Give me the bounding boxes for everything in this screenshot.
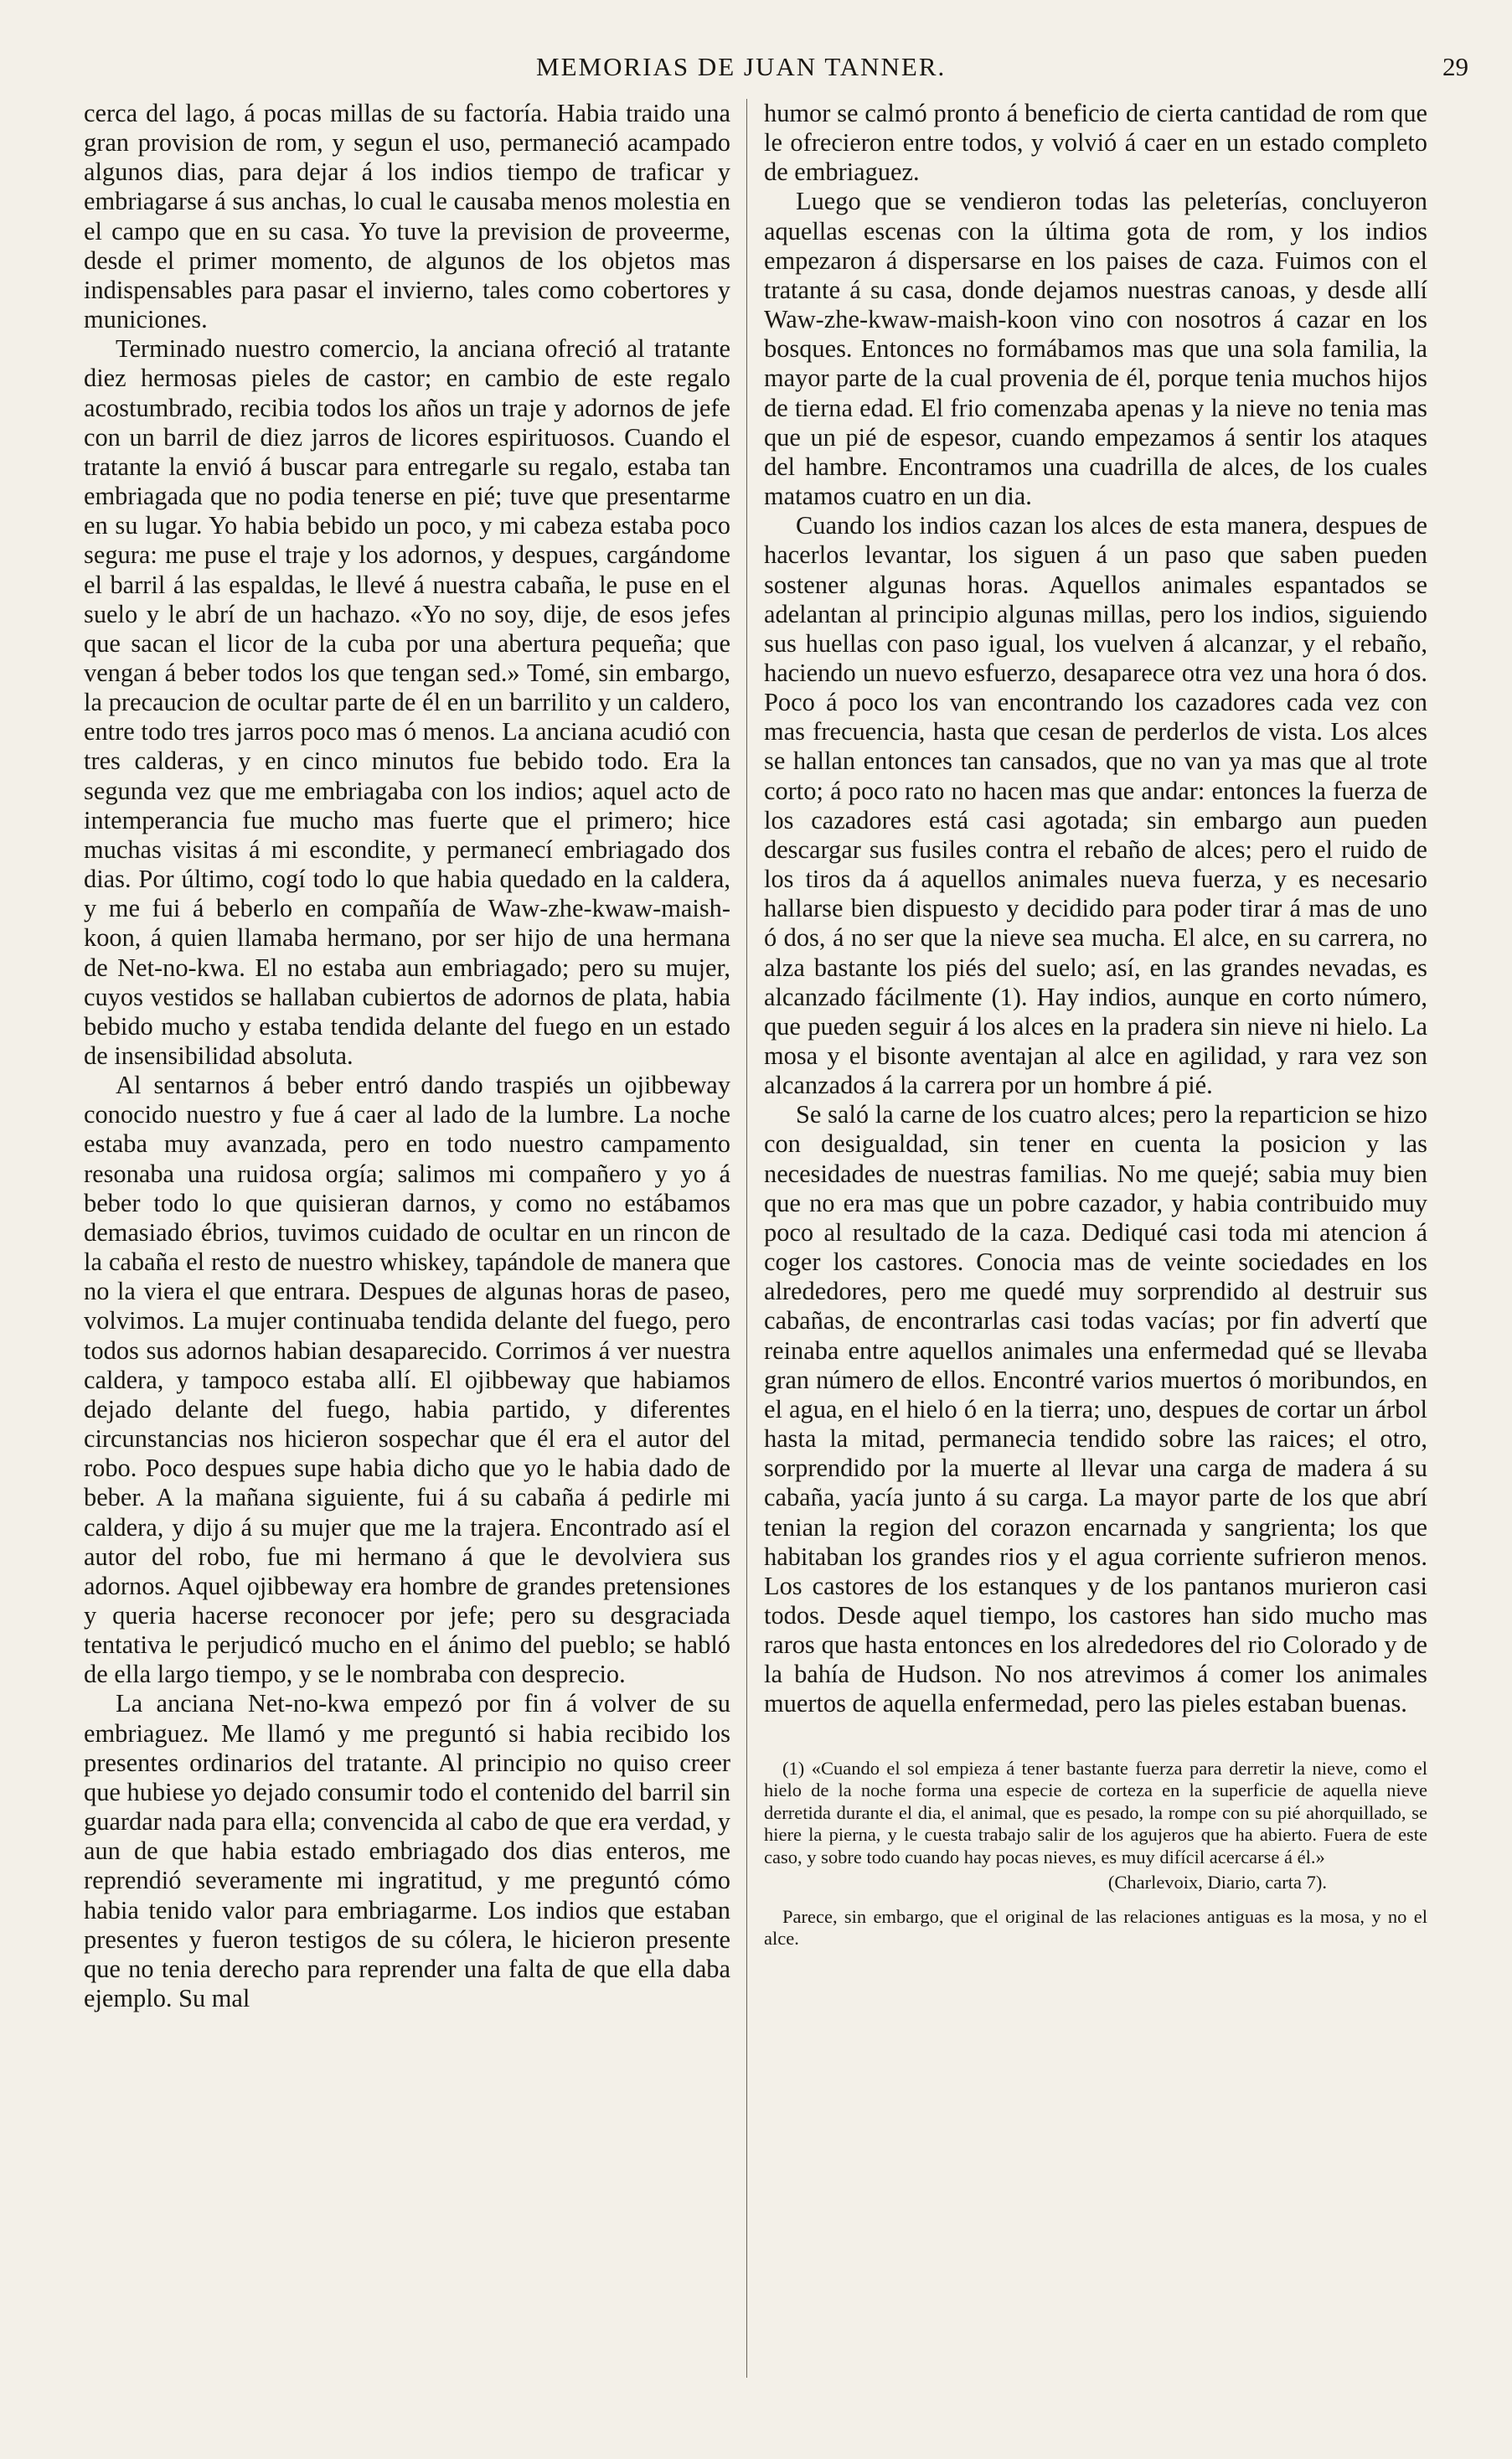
- column-divider: [746, 99, 747, 2378]
- paragraph: Luego que se vendieron todas las peleterías, concluyeron aquellas escenas con la última gota de rom, y los indios empezaron á dispersarse en los paises de caza. Fuimos con el tratante á su casa, donde dejamos nuestras canoas, y desde allí Waw-zhe-kwaw-maish-koon vino con nosotros á cazar en los bosques. Entonces no formábamos mas que una sola familia, la mayor parte de la cual provenia de él, porque tenia muchos hijos de tierna edad. El frio comenzaba apenas y la nieve no tenia mas que un pié de espesor, cuando empezamos á sentir los ataques del hambre. Encontramos una cuadrilla de alces, de los cuales matamos cuatro en un dia.: [764, 187, 1427, 511]
- footnote: [764, 1758, 1427, 1950]
- paragraph: Terminado nuestro comercio, la anciana ofreció al tratante diez hermosas pieles de castor; en cambio de este regalo acostumbrado, recibia todos los años un traje y adornos de jefe con un barril de diez jarros de licores espirituosos. Cuando el tratante la envió á buscar para entregarle su regalo, estaba tan embriagada que no podia tenerse en pié; tuve que presentarme en su lugar. Yo habia bebido un poco, y mi cabeza estaba poco segura: me puse el traje y los adornos, y despues, cargándome el barril á las espaldas, le llevé á nuestra cabaña, le puse en el suelo y le abrí de un hachazo. «Yo no soy, dije, de esos jefes que sacan el licor de la cuba por una abertura pequeña; que vengan á beber todos los que tengan sed.» Tomé, sin embargo, la precaucion de ocultar parte de él en un barrilito y un caldero, entre todo tres jarros poco mas ó menos. La anciana acudió con tres calderas, y en cinco minutos fue bebido todo. Era la segunda vez que me embriagaba con los indios; aquel acto de intemperancia fue mucho mas fuerte que el primero; hice muchas visitas á mi escondite, y permanecí embriagado dos dias. Por último, cogí todo lo que habia quedado en la caldera, y me fui á beberlo en compañía de Waw-zhe-kwaw-maish-koon, á quien llamaba hermano, por ser hijo de una hermana de Net-no-kwa. El no estaba aun embriagado; pero su mujer, cuyos vestidos se hallaban cubiertos de adornos de plata, habia bebido mucho y estaba tendida delante del fuego en un estado de insensibilidad absoluta.: [84, 334, 730, 1070]
- paragraph: humor se calmó pronto á beneficio de cierta cantidad de rom que le ofrecieron entre todos, y volvió á caer en un estado completo de embriaguez.: [764, 99, 1427, 187]
- page-header: [0, 52, 1512, 85]
- paragraph: cerca del lago, á pocas millas de su factoría. Habia traido una gran provision de rom, y segun el uso, permaneció acampado algunos dias, para dejar á los indios tiempo de traficar y embriagarse á sus anchas, lo cual le causaba menos molestia en el campo que en su casa. Yo tuve la prevision de proveerme, desde el primer momento, de algunos de los objetos mas indispensables para pasar el invierno, tales como cobertores y municiones.: [84, 99, 730, 334]
- running-title: MEMORIAS DE JUAN TANNER.: [536, 52, 947, 81]
- paragraph: La anciana Net-no-kwa empezó por fin á volver de su embriaguez. Me llamó y me preguntó si habia recibido los presentes ordinarios del tratante. Al principio no quiso creer que hubiese yo dejado consumir todo el contenido del barril sin guardar nada para ella; convencida al cabo de que era verdad, y aun de que habia estado embriagado dos dias enteros, me reprendió severamente mi ingratitud, y me preguntó cómo habia tenido valor para embriagarme. Los indios que estaban presentes y fueron testigos de su cólera, le hicieron presente que no tenia derecho para reprender una falta de que ella daba ejemplo. Su mal: [84, 1689, 730, 2012]
- footnote-attribution: (Charlevoix, Diario, carta 7).: [1107, 1872, 1327, 1893]
- paragraph: Al sentarnos á beber entró dando traspiés un ojibbeway conocido nuestro y fue á caer al lado de la lumbre. La noche estaba muy avanzada, pero en todo nuestro campamento resonaba una ruidosa orgía; salimos mi compañero y yo á beber todo lo que quisieran darnos, y como no estábamos demasiado ébrios, tuvimos cuidado de ocultar en un rincon de la cabaña el resto de nuestro whiskey, tapándole de manera que no la viera el que entrara. Despues de algunas horas de paseo, volvimos. La mujer continuaba tendida delante del fuego, pero todos sus adornos habian desaparecido. Corrimos á ver nuestra caldera, y tampoco estaba allí. El ojibbeway que habiamos dejado delante del fuego, habia partido, y diferentes circunstancias nos hicieron sospechar que él era el autor del robo. Poco despues supe habia dicho que yo le habia dado de beber. A la mañana siguiente, fui á su cabaña á pedirle mi caldera, y dijo á su mujer que me la trajera. Encontrado así el autor del robo, fue mi hermano á que le devolviera sus adornos. Aquel ojibbeway era hombre de grandes pretensiones y queria hacerse reconocer por jefe; pero su desgraciada tentativa le perjudicó mucho en el ánimo del pueblo; se habló de ella largo tiempo, y se le nombraba con desprecio.: [84, 1071, 730, 1689]
- paragraph: Cuando los indios cazan los alces de esta manera, despues de hacerlos levantar, los siguen á un paso que saben pueden sostener algunas horas. Aquellos animales espantados se adelantan al principio algunas millas, pero los indios, siguiendo sus huellas con paso igual, los vuelven á alcanzar, y el rebaño, haciendo un nuevo esfuerzo, desaparece otra vez una hora ó dos. Poco á poco los van encontrando los cazadores cada vez con mas frecuencia, hasta que cesan de perderlos de vista. Los alces se hallan entonces tan cansados, que no van ya mas que al trote corto; á poco rato no hacen mas que andar: entonces la fuerza de los cazadores está casi agotada; sin embargo aun pueden descargar sus fusiles contra el rebaño de alces; pero el ruido de los tiros da á aquellos animales nueva fuerza, y es necesario hallarse bien dispuesto y decidido para poder tirar á mas de uno ó dos, á no ser que la nieve sea mucha. El alce, en su carrera, no alza bastante los piés del suelo; así, en las grandes nevadas, es alcanzado fácilmente (1). Hay indios, aunque en corto número, que pueden seguir á los alces en la pradera sin nieve ni hielo. La mosa y el bisonte aventajan al alce en agilidad, y rara vez son alcanzados á la carrera por un hombre á pié.: [764, 511, 1427, 1100]
- right-column: [764, 99, 1427, 1950]
- page-number: 29: [1442, 52, 1468, 81]
- left-column: [84, 99, 730, 2013]
- footnote-text: (1) «Cuando el sol empieza á tener bastante fuerza para derretir la nieve, como el hielo de la noche forma una especie de corteza en la superficie de aquella nieve derretida durante el dia, el animal, que es pesado, la rompe con su pié ahorquillado, se hiere la pierna, y le cuesta trabajo salir de los agujeros que ha abierto. Fuera de este caso, y sobre todo cuando hay pocas nieves, es muy difícil acercarse á él.»: [764, 1757, 1427, 1867]
- footnote-note: Parece, sin embargo, que el original de las relaciones antiguas es la mosa, y no el alce.: [764, 1905, 1427, 1950]
- paragraph: Se saló la carne de los cuatro alces; pero la reparticion se hizo con desigualdad, sin tener en cuenta la posicion y las necesidades de nuestras familias. No me quejé; sabia muy bien que no era mas que un pobre cazador, y habia contribuido muy poco al resultado de la caza. Dediqué casi toda mi atencion á coger los castores. Conocia mas de veinte sociedades en los alrededores, pero me quedé muy sorprendido al destruir sus cabañas, de encontrarlas casi todas vacías; por fin advertí que reinaba entre aquellos animales una enfermedad qué se llevaba gran número de ellos. Encontré varios muertos ó moribundos, en el agua, en el hielo ó en la tierra; uno, despues de cortar un árbol hasta la mitad, permanecia tendido sobre las raices; el otro, sorprendido por la muerte al llevar una carga de madera á su cabaña, yacía junto á su carga. La mayor parte de los que abrí tenian la region del corazon encarnada y sangrienta; los que habitaban los grandes rios y el agua corriente sufrieron menos. Los castores de los estanques y de los pantanos murieron casi todos. Desde aquel tiempo, los castores han sido mucho mas raros que hasta entonces en los alrededores del rio Colorado y de la bahía de Hudson. No nos atrevimos á comer los animales muertos de aquella enfermedad, pero las pieles estaban buenas.: [764, 1100, 1427, 1718]
